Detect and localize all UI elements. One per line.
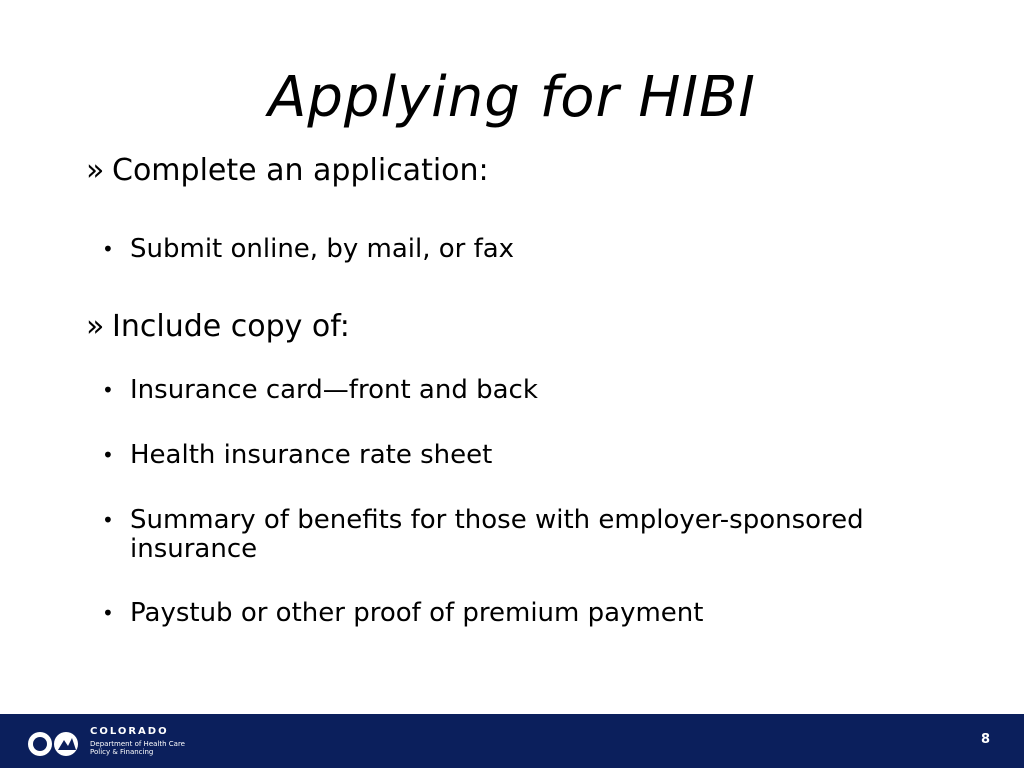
- section-heading-text: Complete an application:: [112, 153, 489, 188]
- logo-wordmark: COLORADO: [90, 726, 169, 737]
- list-item: [102, 376, 982, 405]
- section-heading-text: Include copy of:: [112, 309, 350, 344]
- list-item: [102, 599, 982, 628]
- bullet-icon: •: [102, 378, 114, 402]
- colorado-hcpf-logo: [26, 722, 186, 762]
- chevron-bullet-icon: »: [86, 153, 105, 188]
- slide-title: Applying for HIBI: [268, 65, 756, 130]
- list-item-text: Insurance card—front and back: [130, 375, 538, 405]
- list-item-text: Summary of benefits for those with employer-sponsored insurance: [130, 505, 864, 564]
- chevron-bullet-icon: »: [86, 309, 105, 344]
- colorado-mountain-icon: [26, 722, 86, 762]
- bullet-icon: •: [102, 237, 114, 261]
- bullet-icon: •: [102, 443, 114, 467]
- list-item-text: Health insurance rate sheet: [130, 440, 493, 470]
- list-item: [102, 506, 982, 564]
- list-item: [102, 235, 982, 264]
- section-heading-include: [86, 309, 350, 345]
- list-item-text: Paystub or other proof of premium payment: [130, 598, 704, 628]
- section-heading-application: [86, 153, 489, 189]
- logo-subtitle: Department of Health Care Policy & Financing: [90, 740, 185, 756]
- page-number: 8: [980, 732, 990, 747]
- bullet-icon: •: [102, 508, 114, 532]
- list-item-text: Submit online, by mail, or fax: [130, 234, 515, 264]
- list-item: [102, 441, 982, 470]
- footer-bar: [0, 714, 1024, 768]
- bullet-icon: •: [102, 601, 114, 625]
